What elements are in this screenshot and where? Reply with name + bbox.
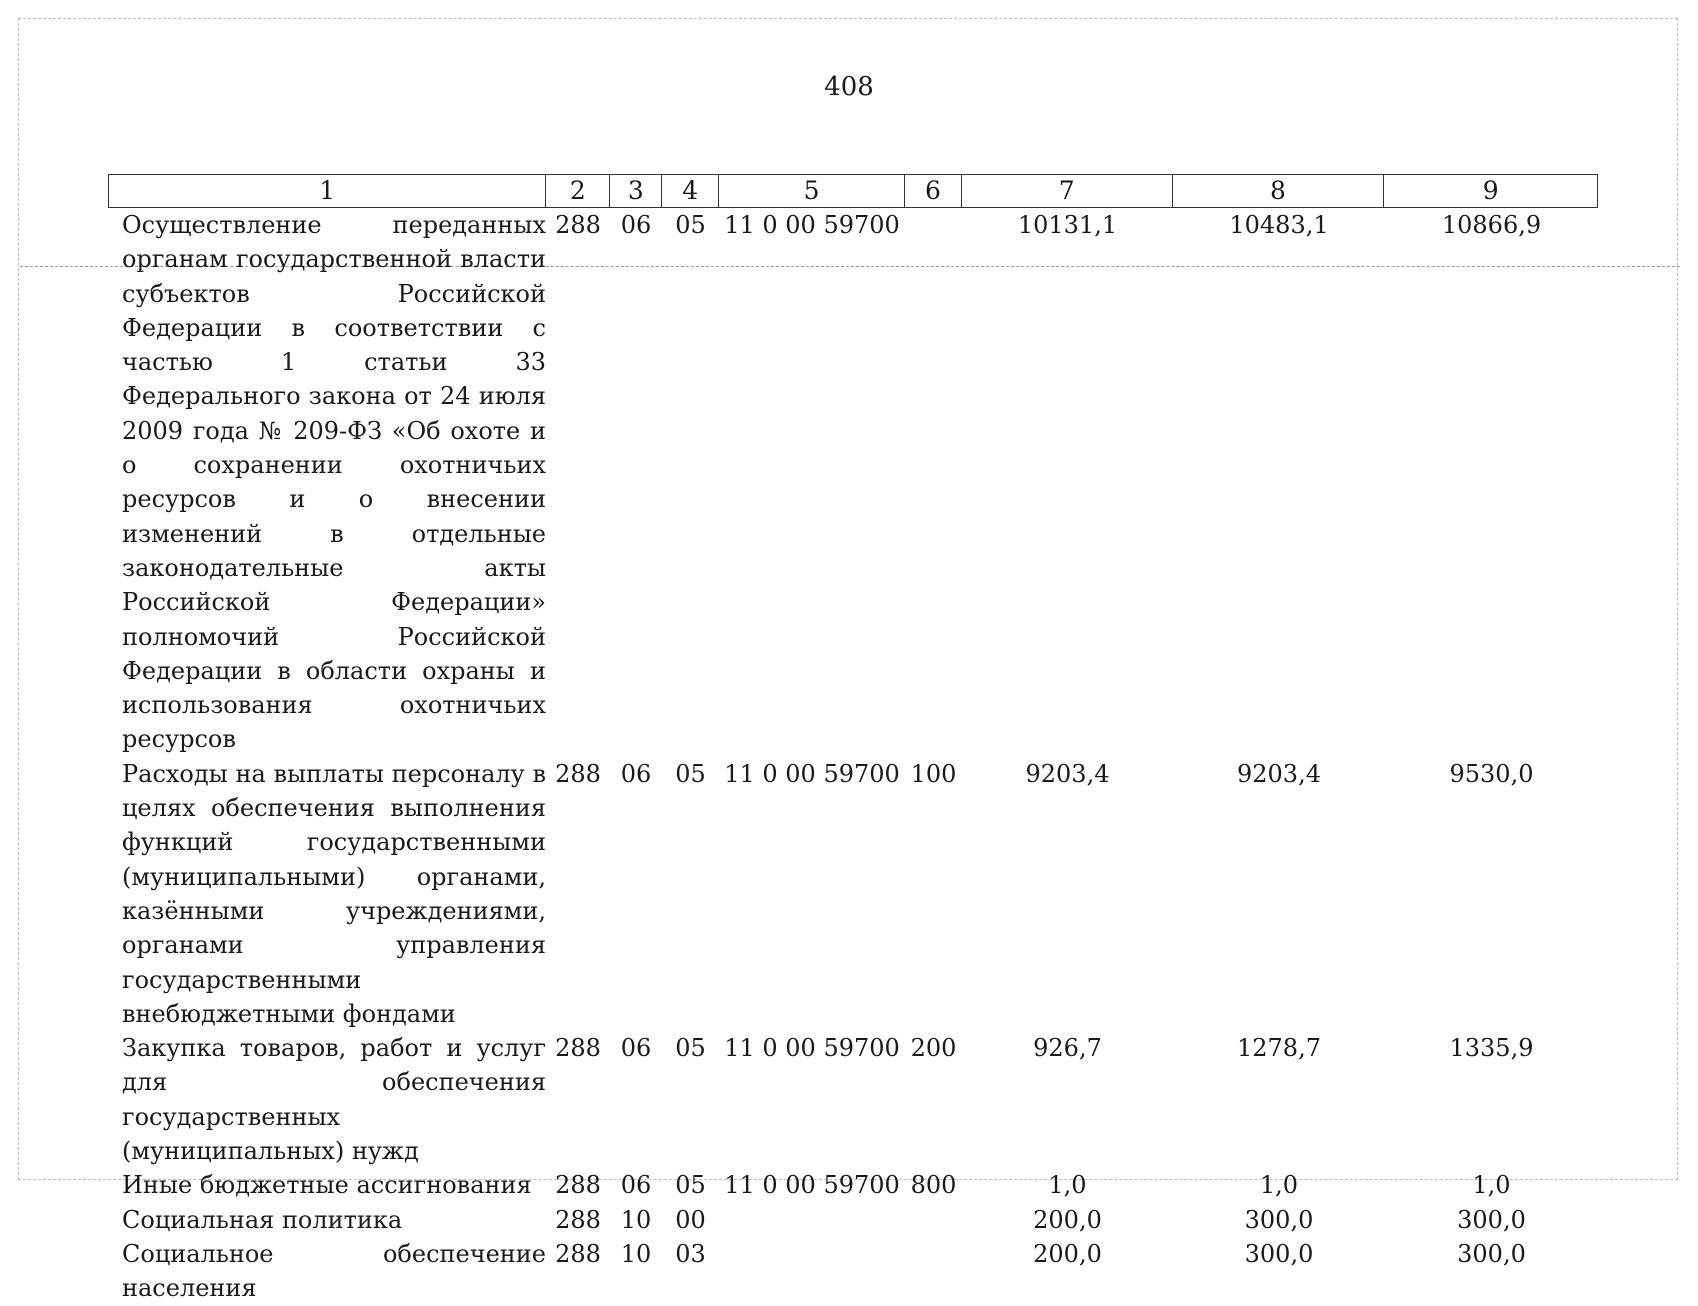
table-row	[108, 757, 1598, 1031]
row-name: Социальное обеспечение населения	[122, 1239, 546, 1303]
header-col-1: 1	[109, 175, 546, 207]
row-vr	[905, 208, 962, 757]
row-name: Социальная политика	[122, 1205, 403, 1234]
header-col-5: 5	[719, 175, 905, 207]
row-year2: 1278,7	[1237, 1034, 1321, 1063]
row-ved: 288	[555, 1034, 601, 1063]
row-rz: 10	[620, 1205, 652, 1234]
row-year3: 9530,0	[1449, 759, 1534, 788]
row-ved: 288	[555, 211, 601, 239]
row-csr	[719, 1237, 905, 1306]
row-year2: 300,0	[1244, 1205, 1314, 1234]
row-year3: 1335,9	[1449, 1034, 1534, 1063]
row-year1: 200,0	[1033, 1205, 1102, 1234]
row-year1: 200,0	[1033, 1239, 1102, 1268]
header-col-8: 8	[1173, 175, 1385, 207]
row-csr: 11 0 00 59700	[724, 1171, 900, 1200]
row-name: Иные бюджетные ассигнования	[122, 1171, 532, 1200]
row-rz: 06	[620, 759, 652, 788]
row-year1: 1,0	[1048, 1171, 1087, 1200]
row-rz: 06	[620, 1171, 652, 1200]
row-rz: 06	[620, 1034, 652, 1063]
row-ved: 288	[555, 1205, 601, 1234]
row-pr: 05	[675, 211, 706, 239]
row-vr: 200	[910, 1034, 957, 1063]
row-csr	[719, 1203, 905, 1237]
header-col-4: 4	[662, 175, 719, 207]
row-rz: 10	[620, 1239, 652, 1268]
row-year3: 10866,9	[1441, 211, 1542, 239]
row-vr: 800	[910, 1171, 957, 1200]
header-col-7: 7	[962, 175, 1173, 207]
header-col-6: 6	[905, 175, 962, 207]
table-row	[108, 208, 1598, 757]
row-ved: 288	[555, 1171, 601, 1200]
header-col-3: 3	[610, 175, 662, 207]
row-year3: 300,0	[1457, 1239, 1526, 1268]
row-name: Закупка товаров, работ и услуг для обеспечения государственных (муниципальных) нужд	[122, 1034, 546, 1166]
header-col-2: 2	[546, 175, 610, 207]
row-year2: 1,0	[1259, 1171, 1299, 1200]
table-row	[108, 1031, 1598, 1168]
row-vr: 100	[910, 759, 957, 788]
table-body	[108, 208, 1598, 1306]
row-year1: 926,7	[1033, 1034, 1102, 1063]
row-ved: 288	[555, 759, 601, 788]
row-csr: 11 0 00 59700	[724, 759, 900, 788]
row-pr: 05	[675, 759, 706, 788]
row-pr: 05	[675, 1034, 706, 1063]
row-year2: 300,0	[1244, 1239, 1314, 1268]
row-vr	[905, 1237, 962, 1306]
row-vr	[905, 1203, 962, 1237]
row-name: Расходы на выплаты персоналу в целях обеспечения выполнения функций государственными (муниципальными) органами, казёнными учреждениями, органами управления государственными внебюджетными фондами	[122, 759, 546, 1028]
header-col-9: 9	[1482, 176, 1499, 205]
row-rz: 06	[620, 211, 652, 239]
row-name: Осуществление переданных органам государственной власти субъектов Российской Федерации в соответствии с частью 1 статьи 33 Федерального закона от 24 июля 2009 года № 209-ФЗ «Об охоте и о сохранении охотничьих ресурсов и о внесении изменений в отдельные законодательные акты Российской Федерации» полномочий Российской Федерации в области охраны и использования охотничьих ресурсов	[122, 211, 546, 754]
row-pr: 05	[675, 1171, 706, 1200]
page-number: 408	[824, 72, 874, 102]
row-year3: 1,0	[1472, 1171, 1511, 1200]
row-csr: 11 0 00 59700	[724, 1034, 900, 1063]
row-ved: 288	[555, 1239, 601, 1268]
table-row	[108, 1237, 1598, 1306]
row-year3: 300,0	[1457, 1205, 1526, 1234]
row-year2: 9203,4	[1237, 759, 1321, 788]
table-row	[108, 1203, 1598, 1237]
row-year1: 9203,4	[1025, 759, 1110, 788]
row-year1: 10131,1	[1017, 211, 1118, 239]
row-csr: 11 0 00 59700	[724, 211, 900, 239]
table-header-row	[108, 174, 1598, 208]
row-pr: 00	[675, 1205, 706, 1234]
row-year2: 10483,1	[1229, 211, 1329, 239]
table-row	[108, 1168, 1598, 1202]
row-pr: 03	[675, 1239, 706, 1268]
